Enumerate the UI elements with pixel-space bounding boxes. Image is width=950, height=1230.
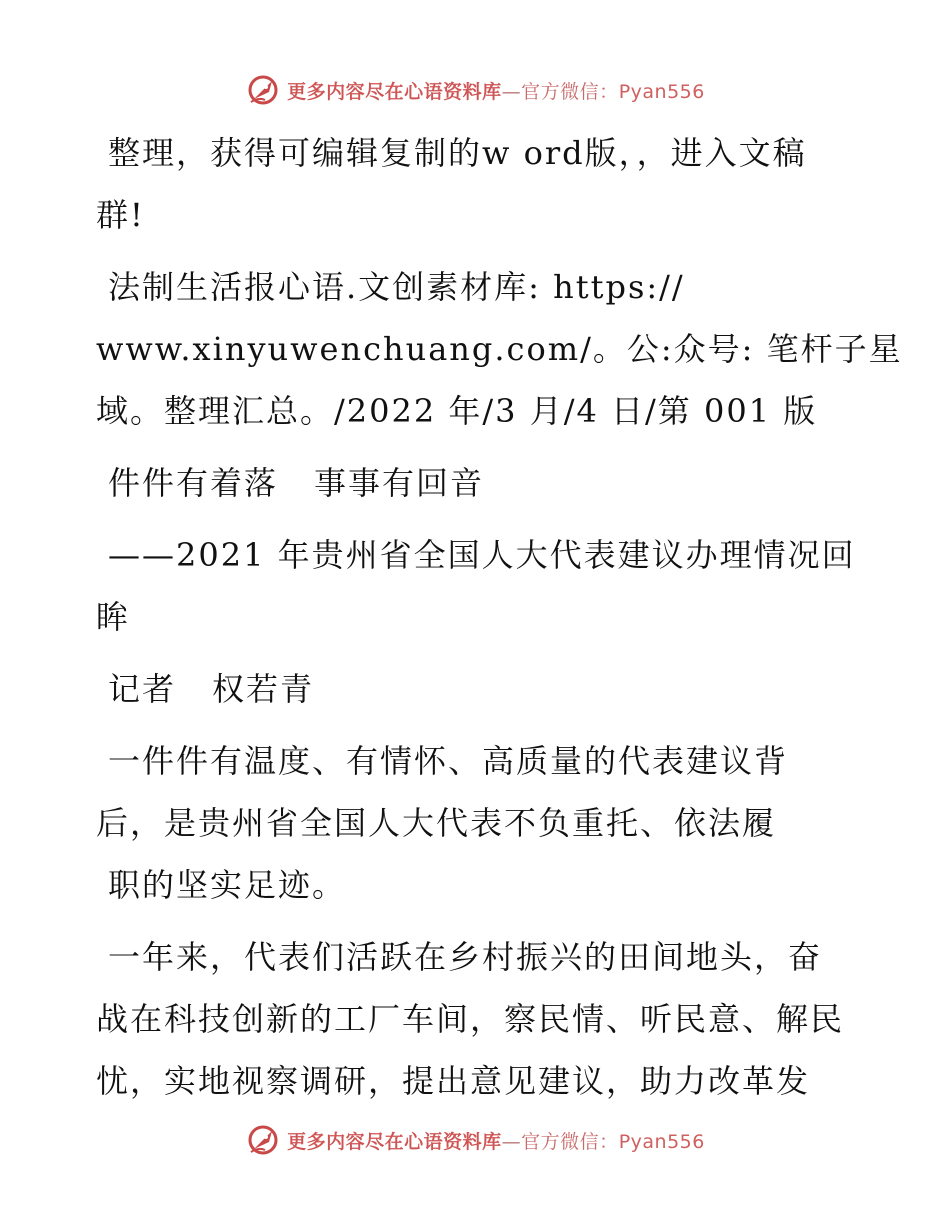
subtitle-line-2: 眸	[96, 598, 131, 636]
quill-circle-logo-icon	[245, 1122, 281, 1158]
byline-label: 记者	[108, 670, 177, 708]
byline-line	[96, 658, 856, 720]
subtitle-line-1: ——2021 年贵州省全国人大代表建议办理情况回	[108, 536, 856, 574]
title-part-2: 事事有回音	[314, 464, 485, 502]
article-subtitle	[96, 524, 856, 648]
banner-official-label: 官方微信：	[521, 1130, 619, 1153]
title-part-1: 件件有着落	[108, 464, 279, 502]
para1-tail-line: 职的坚实足迹。	[108, 866, 347, 904]
byline	[96, 658, 856, 720]
title-line	[96, 452, 856, 514]
banner-text	[287, 1127, 705, 1154]
source-line-3: 域。整理汇总。/2022 年/3 月/4 日/第 001 版	[96, 392, 818, 430]
intro-line-2: 群!	[96, 196, 145, 234]
header-banner	[0, 70, 950, 110]
article-title	[96, 452, 856, 514]
para2-line-1: 一年来，代表们活跃在乡村振兴的田间地头，奋	[108, 938, 823, 976]
footer-banner	[0, 1120, 950, 1160]
source-paragraph	[96, 256, 903, 442]
intro-line-1: 整理，获得可编辑复制的w ord版，，进入文稿	[108, 134, 807, 172]
source-line-2: www.xinyuwenchuang.com/。公:众号: 笔杆子星	[96, 330, 903, 368]
banner-slogan: 更多内容尽在心语资料库	[287, 1130, 502, 1153]
banner-official-label: 官方微信：	[521, 80, 619, 103]
para2-line-3: 忧，实地视察调研，提出意见建议，助力改革发	[96, 1062, 811, 1100]
banner-text	[287, 77, 705, 104]
banner-separator: —	[501, 80, 522, 103]
para2-line-2: 战在科技创新的工厂车间，察民情、听民意、解民	[96, 1000, 845, 1038]
para1-line-2: 后，是贵州省全国人大代表不负重托、依法履	[96, 804, 777, 842]
para1-line-1: 一件件有温度、有情怀、高质量的代表建议背	[108, 742, 789, 780]
intro-paragraph	[96, 122, 856, 246]
source-line-1: 法制生活报心语.文创素材库: https://	[108, 268, 685, 306]
banner-separator: —	[501, 1130, 522, 1153]
document-body	[96, 122, 903, 1122]
paragraph-2	[96, 926, 856, 1112]
banner-wechat-id: Pyan556	[618, 80, 705, 103]
byline-name: 权若青	[212, 670, 315, 708]
banner-wechat-id: Pyan556	[618, 1130, 705, 1153]
paragraph-1-tail	[96, 854, 856, 916]
paragraph-1	[96, 730, 856, 854]
quill-circle-logo-icon	[245, 72, 281, 108]
banner-slogan: 更多内容尽在心语资料库	[287, 80, 502, 103]
